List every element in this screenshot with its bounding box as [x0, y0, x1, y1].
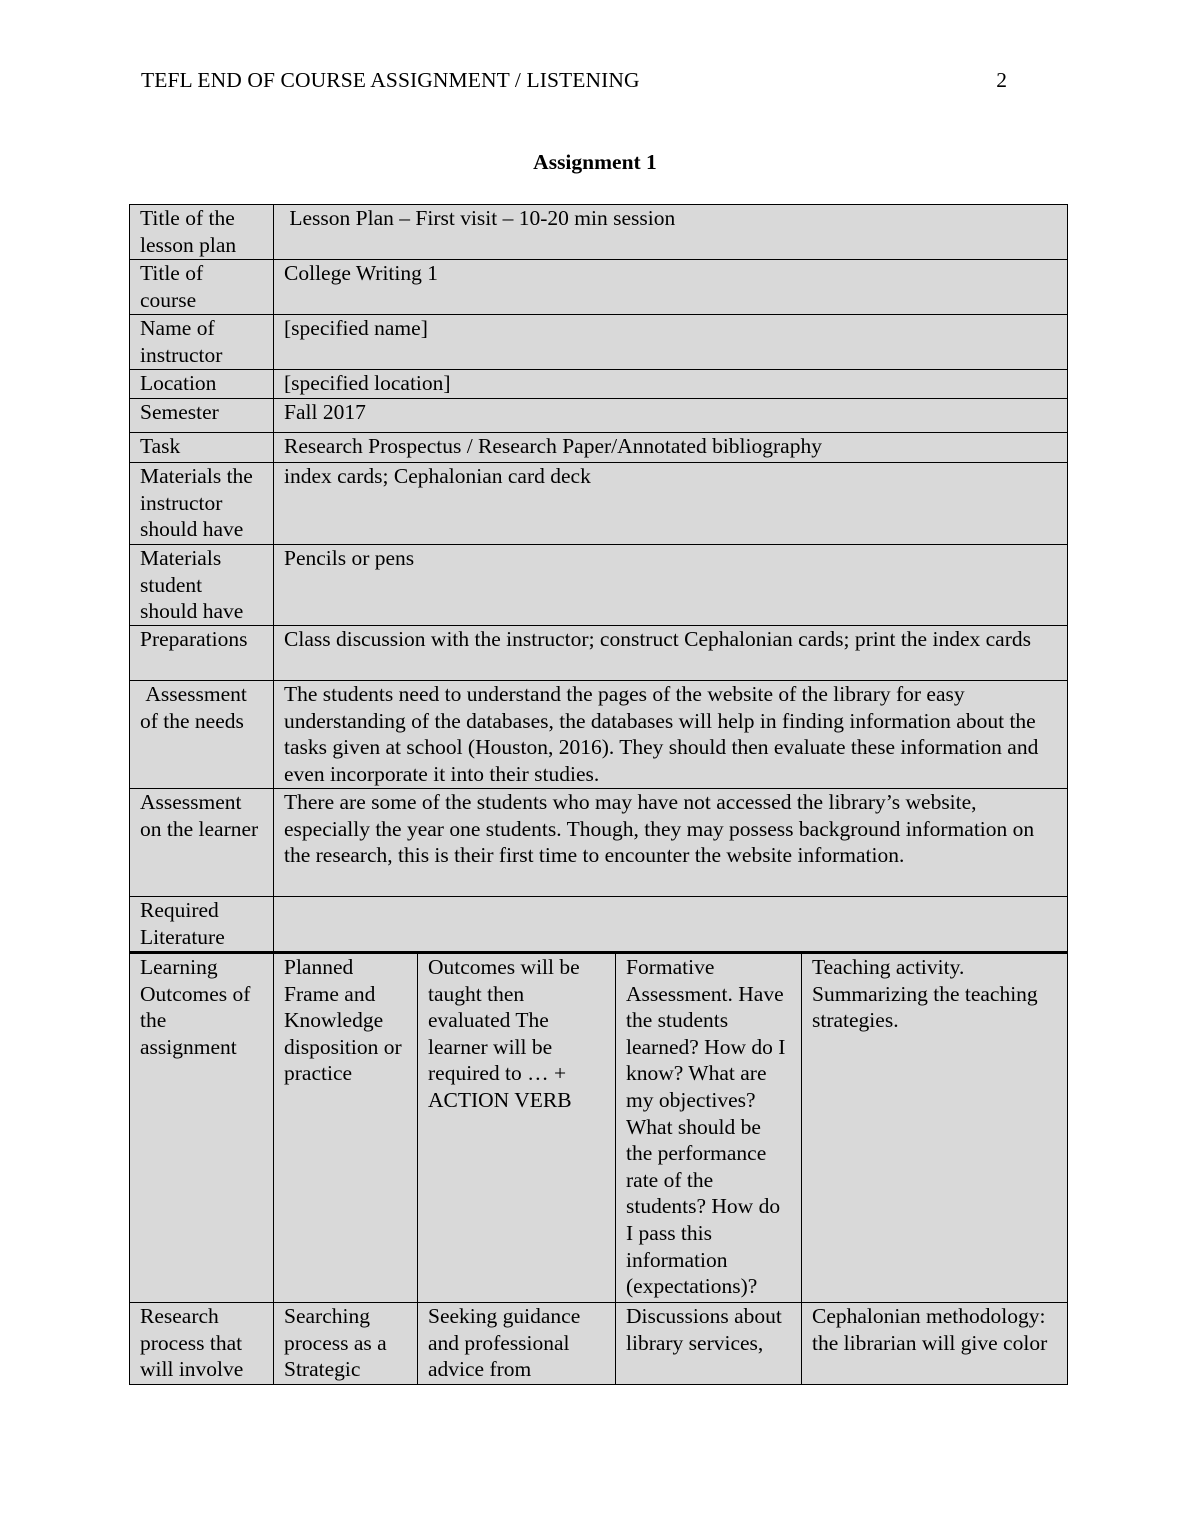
table-row — [130, 626, 1068, 681]
table-row — [130, 897, 1068, 953]
table-row — [130, 681, 1068, 789]
row-label: Semester — [130, 399, 274, 433]
table-row — [130, 315, 1068, 370]
row-label: Materials the instructor should have — [130, 463, 274, 545]
table-row — [130, 205, 1068, 260]
table-row — [130, 433, 1068, 463]
row-label: Title of the lesson plan — [130, 205, 274, 260]
row-value: Pencils or pens — [274, 545, 1068, 626]
row-label: Name of instructor — [130, 315, 274, 370]
table-row — [130, 399, 1068, 433]
row-value: College Writing 1 — [274, 260, 1068, 315]
running-title: TEFL END OF COURSE ASSIGNMENT / LISTENING — [141, 68, 640, 92]
row-value: [specified location] — [274, 370, 1068, 399]
research-cell-1: Research process that will involve — [130, 1303, 274, 1385]
row-label: Required Literature — [130, 897, 274, 953]
row-label: Task — [130, 433, 274, 463]
row-label: Preparations — [130, 626, 274, 681]
page-number: 2 — [996, 68, 1007, 92]
table-row — [130, 370, 1068, 399]
table-row — [130, 260, 1068, 315]
row-value: The students need to understand the pages of the website of the library for easy understanding of the databases, the databases will help in finding information about the tasks given at school (Houston, 2016). They should then evaluate these information and even incorporate it into their studies. — [274, 681, 1068, 789]
outcomes-cell-3: Outcomes will be taught then evaluated The learner will be required to … + ACTION VERB — [418, 953, 616, 1303]
row-label: Materials student should have — [130, 545, 274, 626]
row-label: Location — [130, 370, 274, 399]
page-header — [141, 68, 1007, 100]
research-cell-5: Cephalonian methodology: the librarian will give color — [802, 1303, 1068, 1385]
table-row — [130, 545, 1068, 626]
row-value: Class discussion with the instructor; construct Cephalonian cards; print the index cards — [274, 626, 1068, 681]
row-value: index cards; Cephalonian card deck — [274, 463, 1068, 545]
table-row — [130, 789, 1068, 897]
row-value: There are some of the students who may have not accessed the library’s website, especially the year one students. Though, they may possess background information on the research, this is their first time to encounter the website information. — [274, 789, 1068, 897]
research-cell-4: Discussions about library services, — [616, 1303, 802, 1385]
lesson-plan-table — [129, 204, 1068, 1385]
outcomes-row — [130, 953, 1068, 1303]
table-row — [130, 463, 1068, 545]
row-label: Assessment of the needs — [130, 681, 274, 789]
document-title: Assignment 1 — [533, 150, 657, 174]
research-cell-3: Seeking guidance and professional advice from — [418, 1303, 616, 1385]
row-value: [specified name] — [274, 315, 1068, 370]
row-value: Research Prospectus / Research Paper/Annotated bibliography — [274, 433, 1068, 463]
row-label: Title of course — [130, 260, 274, 315]
outcomes-cell-4: Formative Assessment. Have the students learned? How do I know? What are my objectives? What should be the performance rate of the students? How do I pass this information (expectations)? — [616, 953, 802, 1303]
research-cell-2: Searching process as a Strategic — [274, 1303, 418, 1385]
row-value — [274, 897, 1068, 953]
research-row — [130, 1303, 1068, 1385]
outcomes-cell-2: Planned Frame and Knowledge disposition or practice — [274, 953, 418, 1303]
row-value: Lesson Plan – First visit – 10-20 min session — [274, 205, 1068, 260]
outcomes-cell-5: Teaching activity. Summarizing the teaching strategies. — [802, 953, 1068, 1303]
row-label: Assessment on the learner — [130, 789, 274, 897]
outcomes-cell-1: Learning Outcomes of the assignment — [130, 953, 274, 1303]
row-value: Fall 2017 — [274, 399, 1068, 433]
